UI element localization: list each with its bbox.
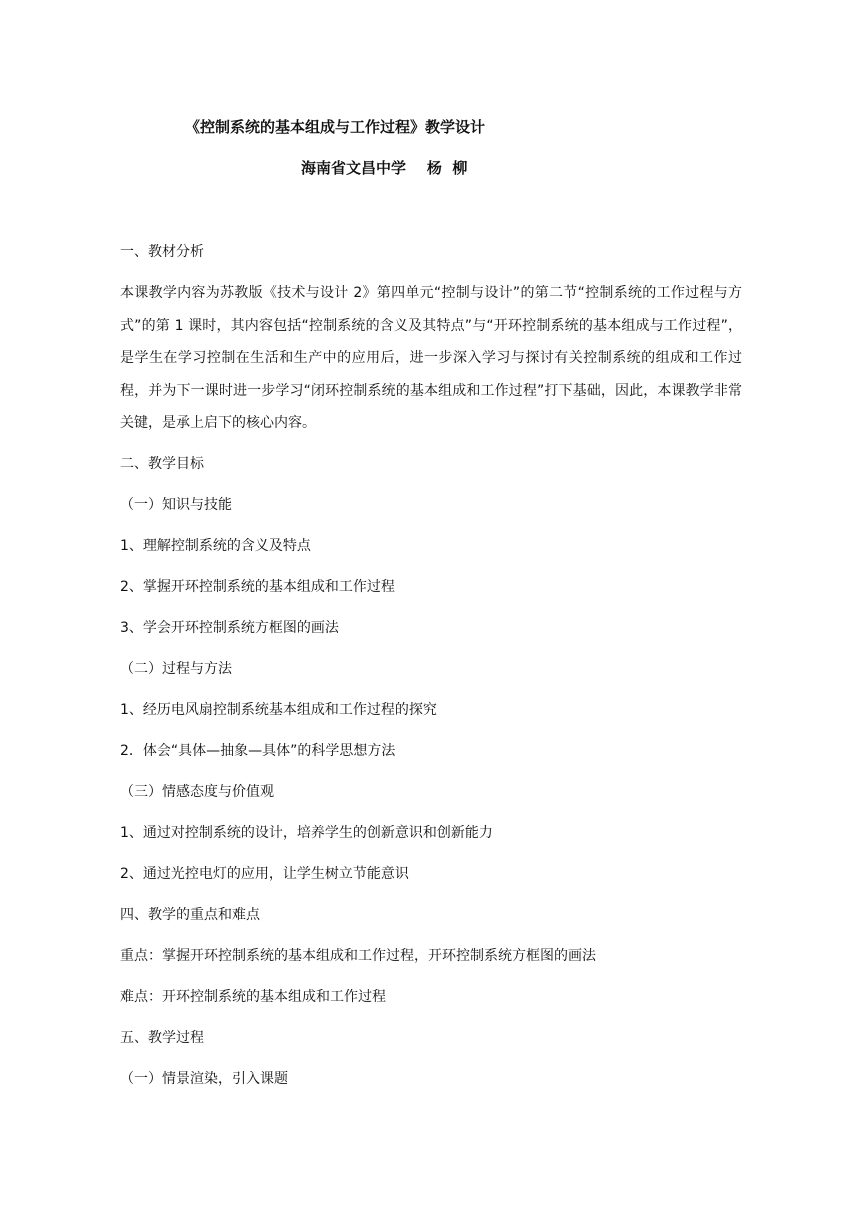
section-heading-teaching-process: 五、教学过程 [120, 1029, 204, 1046]
objective-item: 2、掌握开环控制系统的基本组成和工作过程 [120, 578, 395, 595]
subheading-knowledge-skills: （一）知识与技能 [120, 496, 232, 513]
key-point-text: 重点：掌握开环控制系统的基本组成和工作过程，开环控制系统方框图的画法 [120, 947, 596, 964]
section-heading-textbook-analysis: 一、教材分析 [120, 244, 204, 260]
document-title: 《控制系统的基本组成与工作过程》教学设计 [185, 118, 486, 136]
objective-item: 1、通过对控制系统的设计，培养学生的创新意识和创新能力 [120, 824, 493, 841]
document-author: 海南省文昌中学 杨 柳 [301, 159, 468, 177]
objective-item: 2．体会“具体—抽象—具体”的科学思想方法 [120, 742, 396, 759]
section-heading-teaching-objectives: 二、教学目标 [120, 455, 204, 472]
subheading-emotion-values: （三）情感态度与价值观 [120, 783, 274, 800]
section-heading-key-points: 四、教学的重点和难点 [120, 906, 260, 923]
objective-item: 1、经历电风扇控制系统基本组成和工作过程的探究 [120, 701, 437, 718]
difficult-point-text: 难点：开环控制系统的基本组成和工作过程 [120, 988, 386, 1005]
subheading-scene-intro: （一）情景渲染，引入课题 [120, 1070, 288, 1087]
subheading-process-method: （二）过程与方法 [120, 660, 232, 677]
objective-item: 2、通过光控电灯的应用，让学生树立节能意识 [120, 865, 409, 882]
objective-item: 1、理解控制系统的含义及特点 [120, 537, 311, 554]
textbook-analysis-paragraph: 本课教学内容为苏教版《技术与设计 2》第四单元“控制与设计”的第二节“控制系统的工作过程与方式”的第 1 课时，其内容包括“控制系统的含义及其特点”与“开环控制系统的基本组成与工作过程”，是学生在学习控制在生活和生产中的应用后，进一步深入学习与探讨有关控制系统的组成和工作过程，并为下一课时进一步学习“闭环控制系统的基本组成和工作过程”打下基础，因此，本课教学非常关键，是承上启下的核心内容。 [120, 285, 742, 431]
document-body [120, 232, 742, 1100]
objective-item: 3、学会开环控制系统方框图的画法 [120, 619, 339, 636]
